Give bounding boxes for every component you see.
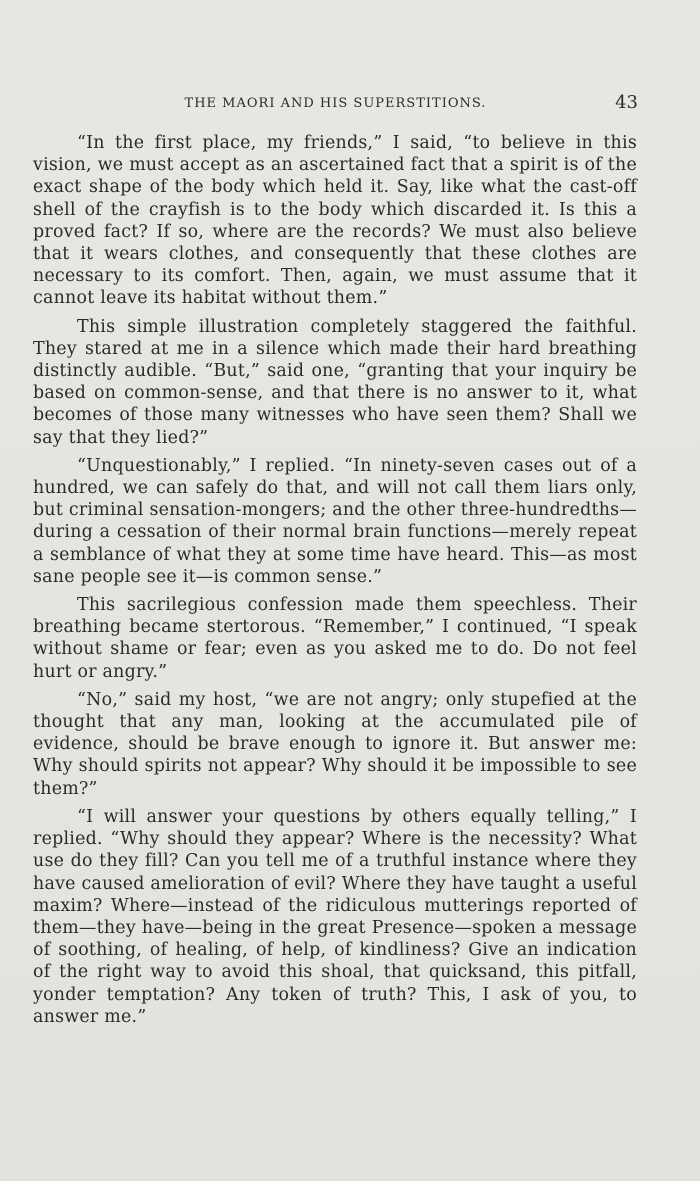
body-text — [33, 132, 637, 1034]
paragraph: This sacrilegious confession made them speechless. Their breathing became stertorous. “Remember,” I continued, “I speak without shame or fear; even as you asked me to do. Do not feel hurt or angry.” — [33, 595, 637, 682]
running-title: THE MAORI AND HIS SUPERSTITIONS. — [184, 96, 487, 111]
paragraph: This simple illustration completely staggered the faithful. They stared at me in a silence which made their hard breathing distinctly audible. “But,” said one, “granting that your inquiry be based on common-sense, and that there is no answer to it, what becomes of those many witnesses who have seen them? Shall we say that they lied?” — [33, 316, 637, 448]
paragraph: “Unquestionably,” I replied. “In ninety-seven cases out of a hundred, we can safely do that, and will not call them liars only, but criminal sensation-mongers; and the other three-hundredths—during a cessation of their normal brain functions—merely repeat a semblance of what they at some time have heard. This—as most sane people see it—is common sense.” — [33, 455, 637, 587]
running-head — [33, 94, 638, 114]
paragraph: “No,” said my host, “we are not angry; only stupefied at the thought that any man, looking at the accumulated pile of evidence, should be brave enough to ignore it. But answer me: Why should spirits not appear? Why should it be impossible to see them?” — [33, 689, 637, 799]
paragraph: “In the first place, my friends,” I said, “to believe in this vision, we must accept as an ascertained fact that a spirit is of the exact shape of the body which held it. Say, like what the cast-off shell of the crayfish is to the body which discarded it. Is this a proved fact? If so, where are the records? We must also believe that it wears clothes, and consequently that these clothes are necessary to its comfort. Then, again, we must assume that it cannot leave its habitat without them.” — [33, 133, 637, 309]
page-number: 43 — [615, 92, 638, 113]
paragraph: “I will answer your questions by others equally telling,” I replied. “Why should they appear? Where is the necessity? What use do they fill? Can you tell me of a truthful instance where they have caused amelioration of evil? Where they have taught a useful maxim? Where—instead of the ridiculous mutterings reported of them—they have—being in the great Presence—spoken a message of soothing, of healing, of help, of kindliness? Give an indication of the right way to avoid this shoal, that quicksand, this pitfall, yonder temptation? Any token of truth? This, I ask of you, to answer me.” — [33, 806, 637, 1027]
